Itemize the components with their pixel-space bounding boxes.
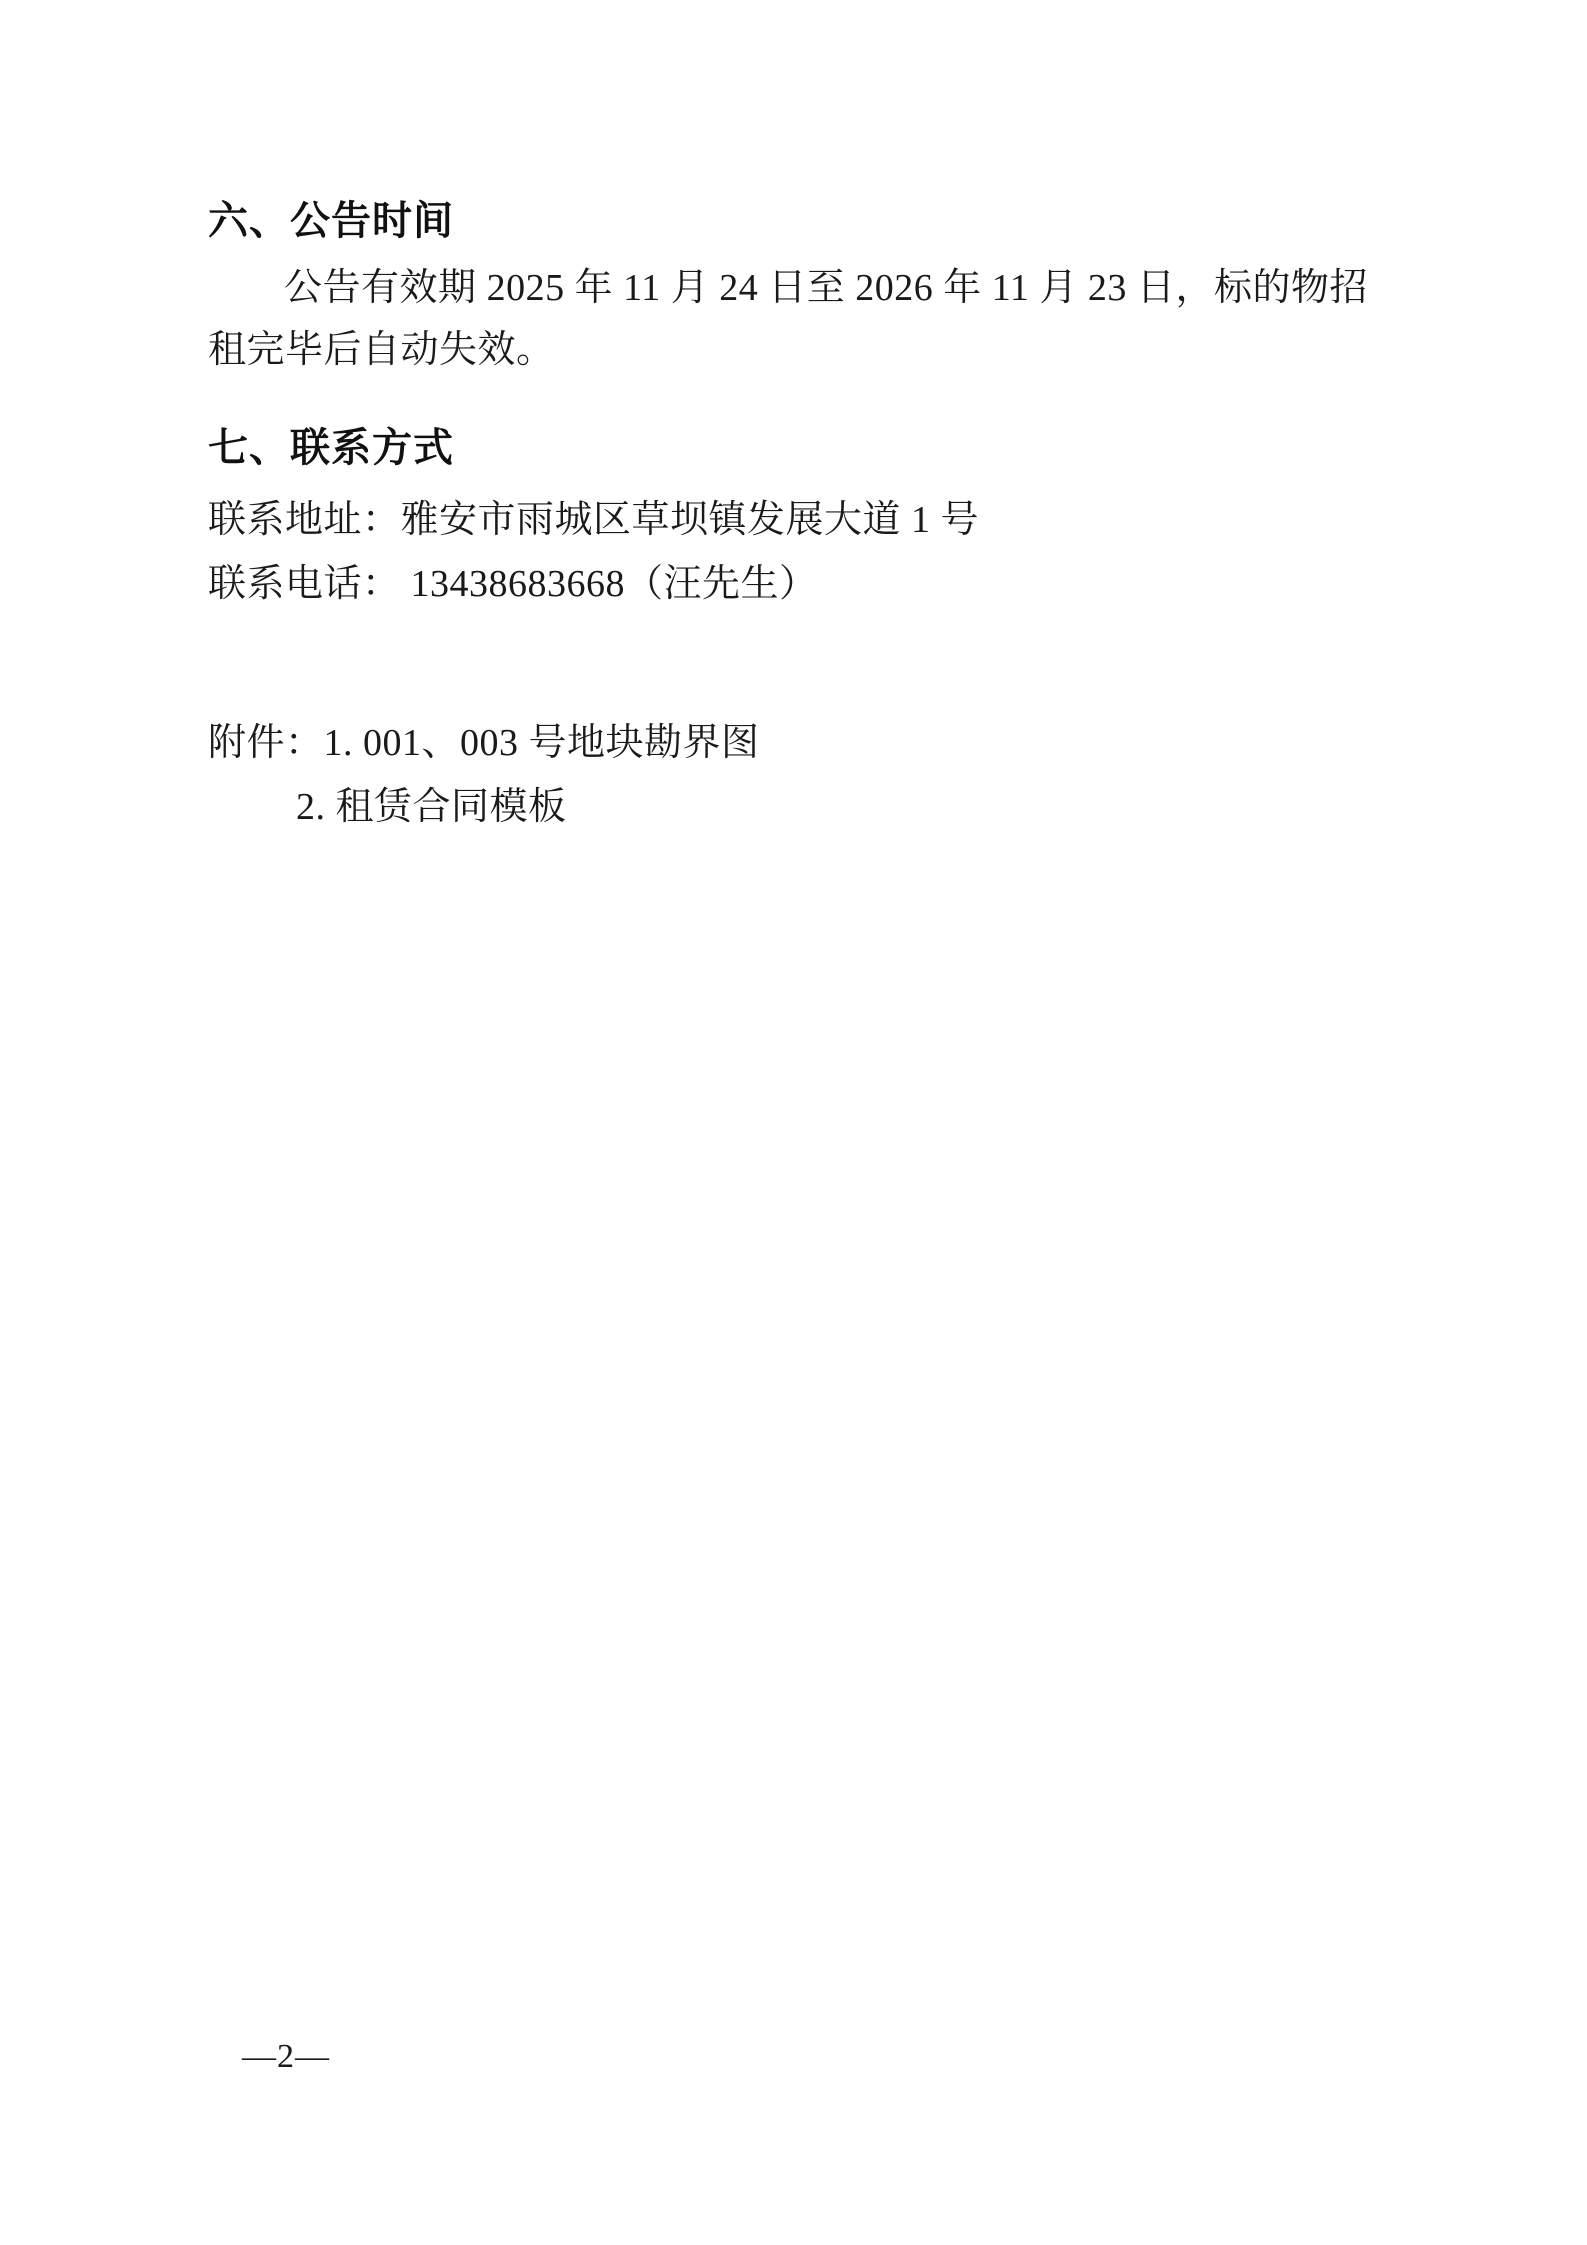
page-number: —2— xyxy=(242,2038,330,2075)
contact-phone-line: 联系电话： 13438683668（汪先生） xyxy=(208,562,818,605)
attachment-item-2: 2. 租赁合同模板 xyxy=(296,785,567,828)
attachment-item-1: 附件：1. 001、003 号地块勘界图 xyxy=(208,721,760,764)
contact-address-line: 联系地址：雅安市雨城区草坝镇发展大道 1 号 xyxy=(208,499,980,542)
section-heading-contact: 七、联系方式 xyxy=(208,425,454,472)
paragraph-announcement-period: 公告有效期 2025 年 11 月 24 日至 2026 年 11 月 23 日，标的物招租完毕后自动失效。 xyxy=(208,267,1368,371)
attachment-block xyxy=(208,712,1368,840)
contact-block xyxy=(208,489,1368,617)
section-heading-announcement-time: 六、公告时间 xyxy=(208,198,454,244)
document-body xyxy=(208,190,1368,839)
